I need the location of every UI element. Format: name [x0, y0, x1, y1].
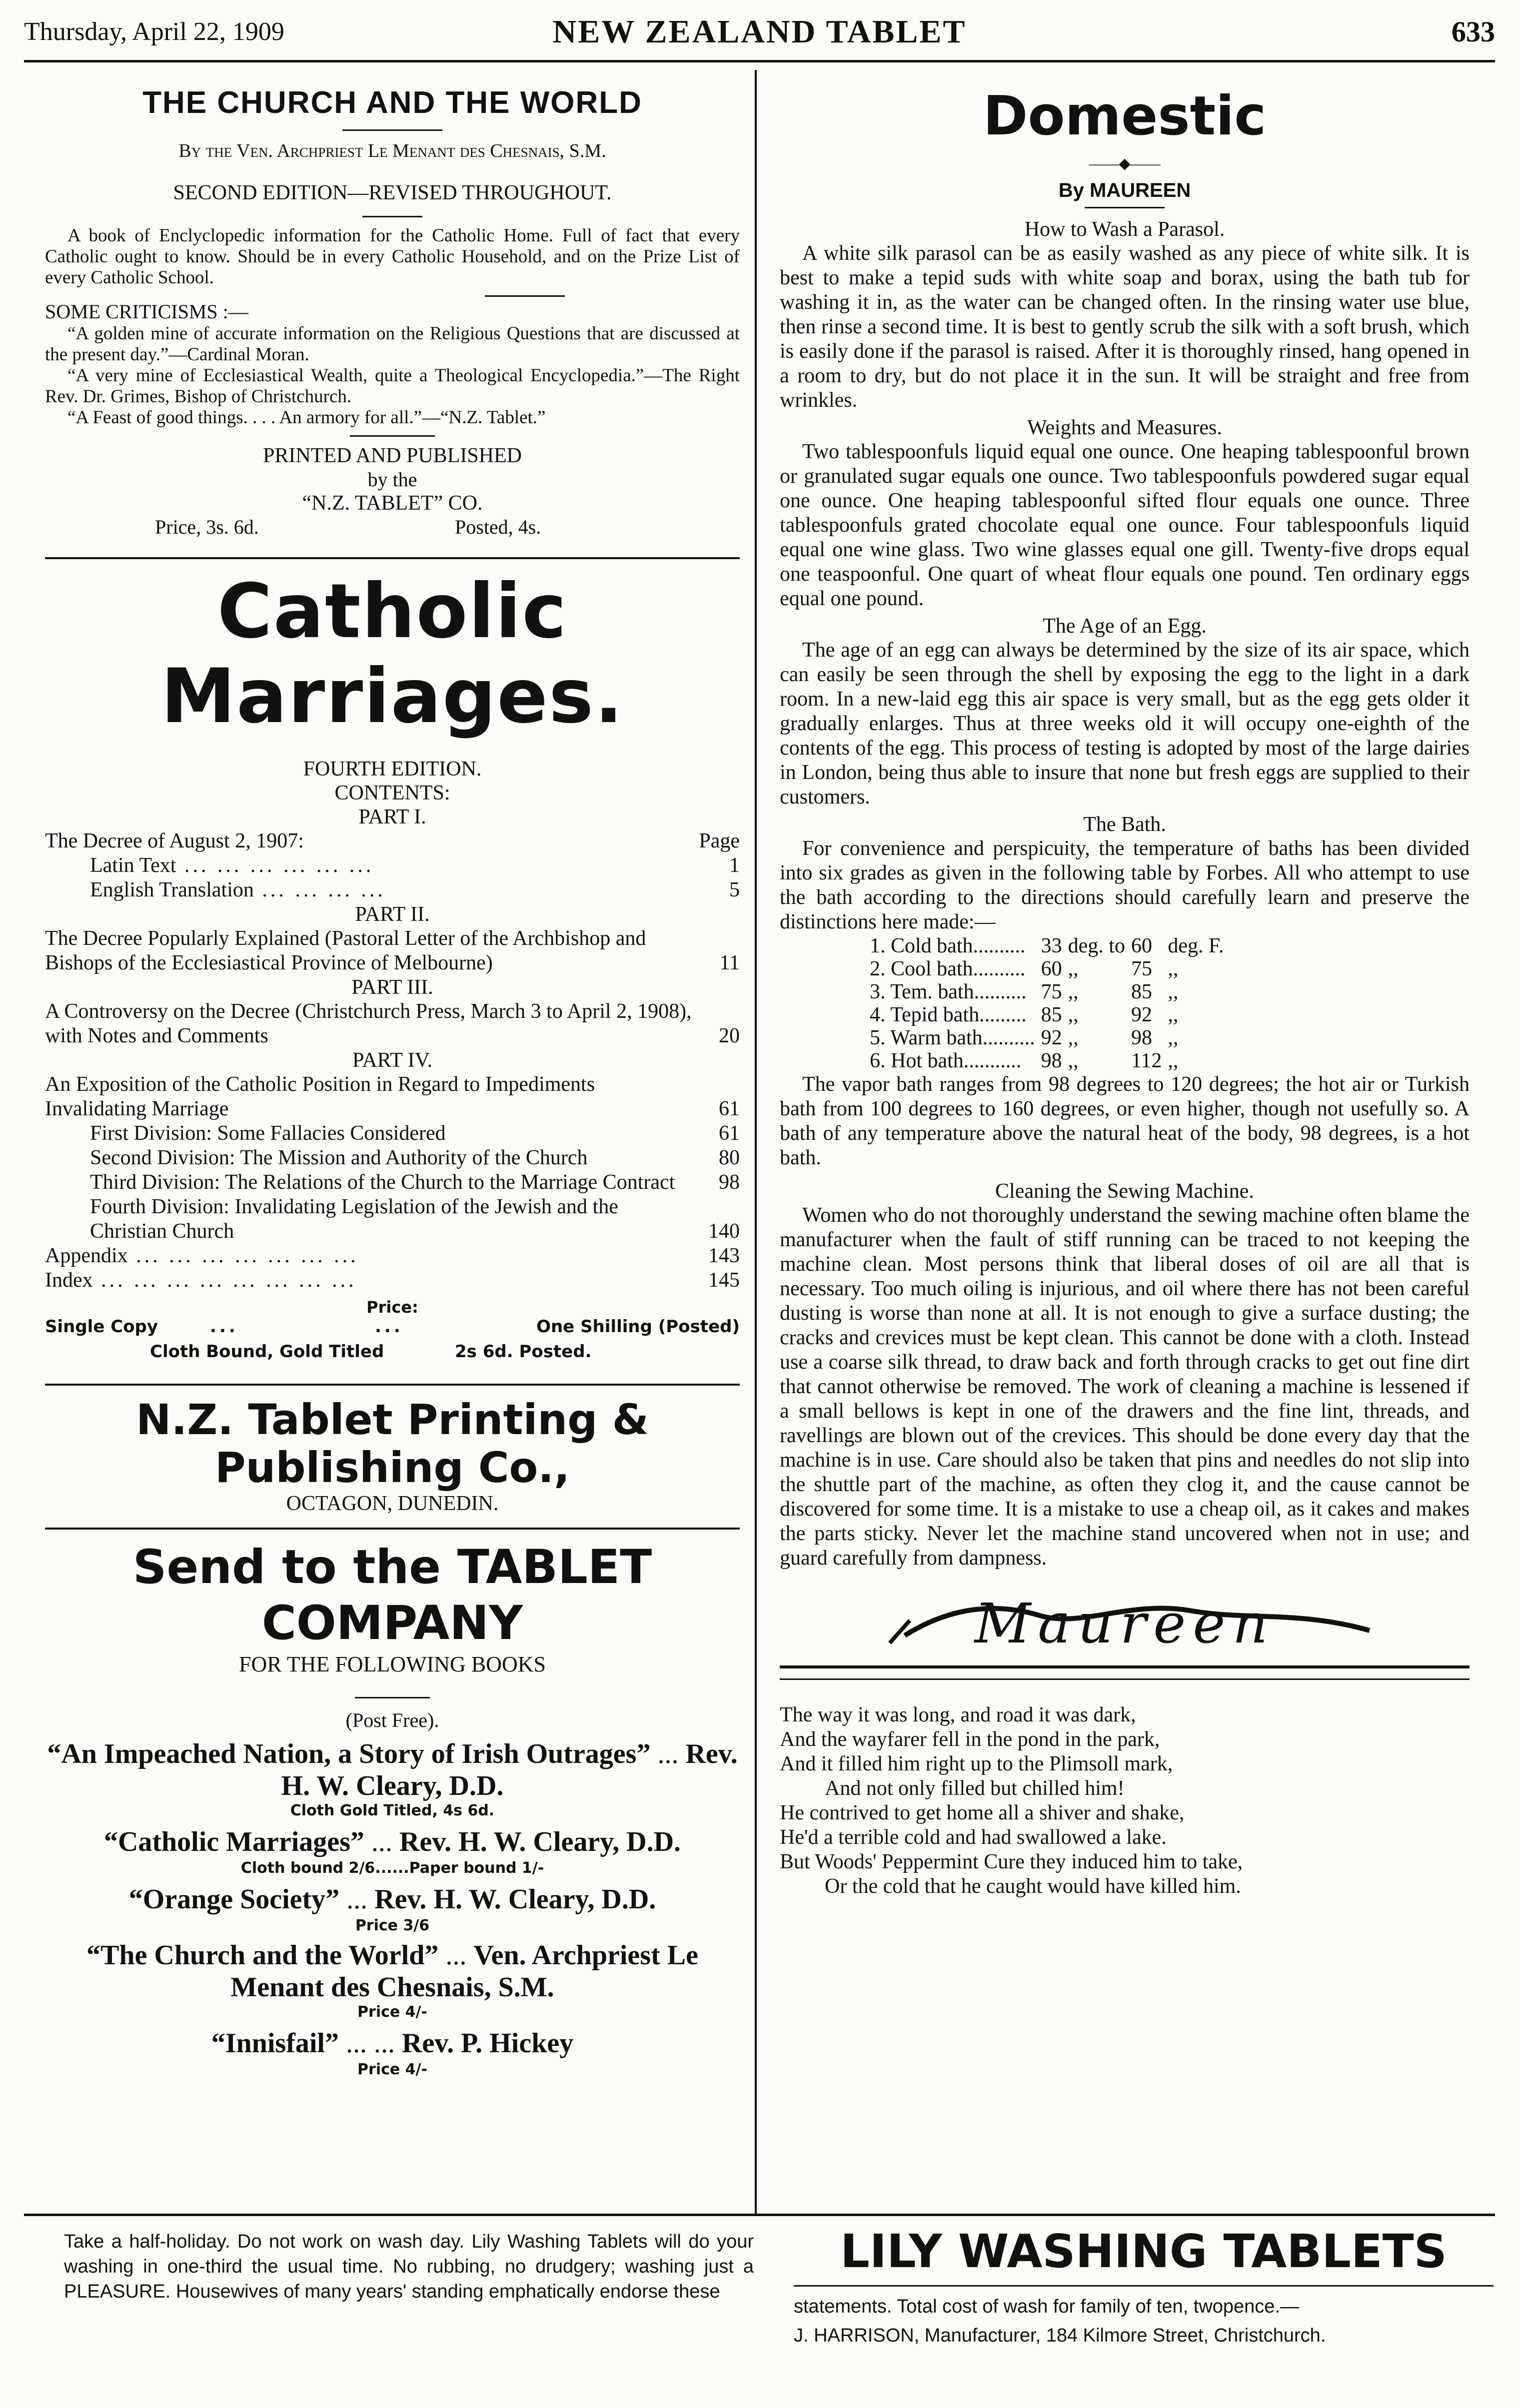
page-label: Page: [699, 829, 740, 852]
church-world-title: THE CHURCH AND THE WORLD: [142, 85, 642, 120]
header-page-number: 633: [1452, 15, 1495, 48]
domestic-title: Domestic: [983, 85, 1267, 147]
header-date: Thursday, April 22, 1909: [24, 17, 284, 46]
poem-line: Or the cold that he caught would have killed him.: [825, 1875, 1241, 1898]
page-header: [24, 10, 1495, 62]
church-world-ad: [45, 85, 740, 539]
book-listing: “The Church and the World” ... Ven. Archpriest Le Menant des Chesnais, S.M.: [86, 1940, 698, 2003]
section-heading: The Age of an Egg.: [1043, 615, 1207, 638]
send-title: Send to the TABLET COMPANY: [132, 1540, 652, 1650]
maureen-signature: [780, 1581, 1470, 1655]
section-heading: Weights and Measures.: [1027, 416, 1222, 439]
criticisms-label: SOME CRITICISMS :—: [45, 300, 248, 323]
divider: [342, 129, 442, 131]
column-divider: [755, 70, 757, 2214]
signature-text: Maureen: [974, 1592, 1275, 1655]
divider: [794, 2285, 1494, 2287]
lily-manufacturer: J. HARRISON, Manufacturer, 184 Kilmore Street, Christchurch.: [794, 2325, 1326, 2346]
section-body: Two tablespoonfuls liquid equal one ounce. One heaping tablespoonful brown or granulated sugar equals one ounce. Two tablespoonfuls powdered sugar equal one ounce. One heaping tablespoonful sifted flour equals one ounce. Three tablespoonfuls grated chocolate equal one ounce. Four tablespoonfuls liquid equal one wine glass. Two wine glasses equal one gill. Twenty-five drops equal one teaspoonful. One quart of wheat flour equals one pound. Ten ordinary eggs equal one pound.: [780, 440, 1470, 610]
domestic-byline: By MAUREEN: [1058, 179, 1191, 201]
criticism-quote: “A very mine of Ecclesiastical Wealth, quite a Theological Encyclopedia.”—The Right Rev. Dr. Grimes, Bishop of Christchurch.: [45, 365, 740, 407]
toc-entry: Fourth Division: Invalidating Legislation of the Jewish and the Christian Church 140: [90, 1195, 740, 1243]
left-column: [45, 70, 740, 2078]
part-heading: PART IV.: [352, 1049, 433, 1072]
section-rule: [45, 1384, 740, 1386]
toc-entry: First Division: Some Fallacies Considered 61: [90, 1122, 740, 1145]
post-free: (Post Free).: [345, 1709, 439, 1731]
cloth-bound-price: 2s 6d. Posted.: [455, 1342, 592, 1362]
divider: [355, 1697, 430, 1698]
book-note: Price 3/6: [355, 1917, 430, 1934]
table-row: 1. Cold bath.......... 33 deg. to 60 deg. F.: [870, 934, 1224, 957]
toc-entry: The Decree of August 2, 1907: Page: [45, 829, 740, 852]
book-listing: “Innisfail” ... ... Rev. P. Hickey: [211, 2028, 574, 2059]
single-copy-price: One Shilling (Posted): [536, 1317, 740, 1337]
part-heading: PART III.: [351, 976, 433, 999]
book-note: Cloth bound 2/6......Paper bound 1/-: [240, 1859, 544, 1877]
section-rule: [780, 1665, 1470, 1668]
tablet-company: “N.Z. TABLET” CO.: [302, 492, 483, 515]
table-row: 3. Tem. bath.......... 75 ,, 85 ,,: [870, 980, 1179, 1003]
poem-line: And the wayfarer fell in the pond in the park,: [780, 1728, 1160, 1751]
criticism-quote: “A Feast of good things. . . . An armory for all.”—“N.Z. Tablet.”: [67, 407, 546, 428]
toc-entry: Third Division: The Relations of the Church to the Marriage Contract 98: [90, 1171, 740, 1194]
lily-left-text: Take a half-holiday. Do not work on wash day. Lily Washing Tablets will do your washing in one-third the usual time. No rubbing, no drudgery; washing just a PLEASURE. Housewives of many years' standing emphatically endorse these: [64, 2231, 754, 2302]
toc-entry: Index ... ... ... ... ... ... ... ... 145: [45, 1269, 740, 1292]
printing-company-name: N.Z. Tablet Printing & Publishing Co.,: [136, 1395, 649, 1492]
poem-line: And not only filled but chilled him!: [825, 1777, 1125, 1800]
toc-entry: An Exposition of the Catholic Position in Regard to Impediments Invalidating Marriage 61: [45, 1073, 740, 1120]
poem-line: And it filled him right up to the Plimsoll mark,: [780, 1752, 1173, 1775]
church-world-description: A book of Enclyclopedic information for the Catholic Home. Full of fact that every Catholic ought to know. Should be in every Catholic Household, and on the Prize List of every Catholic School.: [45, 225, 740, 288]
criticism-quote: “A golden mine of accurate information on the Religious Questions that are discussed at the present day.”—Cardinal Moran.: [45, 323, 740, 365]
marriages-contents: CONTENTS:: [334, 782, 450, 804]
price: Price, 3s. 6d.: [155, 516, 259, 538]
catholic-marriages-title: Catholic Marriages.: [160, 568, 624, 740]
bath-temperature-table: [870, 934, 1230, 1072]
price-label: Price:: [366, 1298, 418, 1317]
marriages-edition: FOURTH EDITION.: [303, 758, 482, 781]
section-rule: [780, 1678, 1470, 1680]
toc-entry: Latin Text ... ... ... ... ... ... 1: [90, 854, 740, 877]
toc-entry: English Translation ... ... ... ... 5: [90, 878, 740, 901]
part-heading: PART I.: [358, 805, 426, 828]
right-column: [780, 70, 1470, 1899]
ornament-icon: ——◆——: [1089, 155, 1161, 172]
bath-after: The vapor bath ranges from 98 degrees to 120 degrees; the hot air or Turkish bath from 100 degrees to 160 degrees, or even higher, though not usefully so. A bath of any temperature above the natural heat of the body, 98 degrees, is a hot bath.: [780, 1073, 1470, 1169]
part-heading: PART II.: [355, 903, 430, 926]
header-title: NEW ZEALAND TABLET: [552, 13, 967, 50]
book-listing: “An Impeached Nation, a Story of Irish Outrages” ... Rev. H. W. Cleary, D.D.: [47, 1738, 738, 1801]
peppermint-poem: [780, 1703, 1470, 1899]
lily-washing-ad: [24, 2214, 1495, 2396]
lily-title: LILY WASHING TABLETS: [840, 2225, 1447, 2278]
book-note: Cloth Gold Titled, 4s 6d.: [290, 1802, 495, 1819]
cloth-bound: Cloth Bound, Gold Titled: [150, 1342, 384, 1362]
send-to-tablet-ad: [45, 1540, 740, 2078]
divider: [485, 295, 565, 297]
section-heading: The Bath.: [1083, 813, 1166, 836]
section-body: A white silk parasol can be as easily washed as any piece of white silk. It is best to make a tepid suds with white soap and borax, using the bath tub for washing it in, as the water can be changed often. In the rinsing water use blue, then rinse a second time. It is best to gently scrub the silk with a soft brush, which is easily done if the parasol is raised. After it is thoroughly rinsed, hang opened in a room to dry, but do not place it in the sun. It will be straight and free from wrinkles.: [780, 242, 1470, 412]
bath-intro: For convenience and perspicuity, the temperature of baths has been divided into six grades as given in the following table by Forbes. All who attempt to use the bath according to the directions should carefully learn and preserve the distinctions here made:—: [780, 837, 1470, 933]
book-listing: “Catholic Marriages” ... Rev. H. W. Cleary, D.D.: [103, 1826, 681, 1857]
section-heading: How to Wash a Parasol.: [1024, 218, 1225, 241]
book-note: Price 4/-: [357, 2061, 427, 2078]
table-row: 4. Tepid bath......... 85 ,, 92 ,,: [870, 1003, 1179, 1026]
church-world-author: By the Ven. Archpriest Le Menant des Chesnais, S.M.: [178, 140, 606, 161]
toc-entry: Appendix ... ... ... ... ... ... ... 143: [45, 1244, 740, 1267]
posted-price: Posted, 4s.: [455, 516, 541, 538]
poem-line: The way it was long, and road it was dark,: [780, 1703, 1136, 1726]
divider: [350, 435, 435, 437]
catholic-marriages-ad: Catholic Marriages. FOURTH EDITION. CONTENTS: PART I. The Decree of August 2, 1907: Page Latin Text ... ... ... ... ... ... 1 English Translation ... ... ... ... 5 PART II. The Decree Popularly Explained (Pastoral Letter of the Archbishop and Bishops of the Ecclesiastical Province of Melbourne) 11 PART III. A Controversy on the Decree (Christchurch Press, March 3 to April 2, 1908), with Notes and Comments 20 PART IV. An Exposition of the Catholic Position in Regard to Impediments Invalidating Marriage 61 First Division: Some Fallacies Considered 61 Second Division: The Mission and Authority of the Church 80 Third Division: The Relations of the Church to the Marriage Contract 98 Fourth Division: Invalidating Legislation of the Jewish and the Christian Church 140 Appendix ... ... ... ... ... ... ... 143 Index ... ... ... ... ... ... ... ... 145 Price: Single Copy ... ... One Shilling (Posted) Cloth Bound, Gold Titled 2s 6d. Posted.: [45, 568, 740, 1362]
section-body: The age of an egg can always be determined by the size of its air space, which can easily be seen through the shell by exposing the egg to the light in a dark room. In a new-laid egg this air space is very small, but as the egg gets older it gradually enlarges. Thus at three weeks old it will occupy one-eighth of the contents of the egg. This process of testing is adopted by most of the large dairies in London, being thus able to insure that none but fresh eggs are supplied to their customers.: [780, 639, 1470, 808]
section-heading: Cleaning the Sewing Machine.: [995, 1180, 1254, 1203]
book-listing: “Orange Society” ... Rev. H. W. Cleary, D.D.: [128, 1884, 656, 1915]
section-rule: [45, 557, 740, 559]
toc-entry: The Decree Popularly Explained (Pastoral Letter of the Archbishop and Bishops of the Ecclesiastical Province of Melbourne) 11: [45, 927, 740, 974]
divider: [1085, 207, 1165, 208]
table-row: 2. Cool bath.......... 60 ,, 75 ,,: [870, 957, 1179, 980]
section-rule: [45, 1528, 740, 1530]
church-world-edition: SECOND EDITION—REVISED THROUGHOUT.: [173, 181, 612, 204]
sewing-body: Women who do not thoroughly understand the sewing machine often blame the manufacturer when the fault of stiff running can be traced to not keeping the machine clean. Most persons think that liberal doses of oil are all that is necessary. Too much oiling is injurious, and oil where there has not been careful dusting is worse than none at all. It is not enough to give a surface dusting; the cracks and crevices must be kept clean. This cannot be done with a cloth. Instead use a coarse silk thread, to draw back and forth through cracks to get out fine dirt that cannot otherwise be removed. The work of cleaning a machine is lessened if a small bellows is kept in one of the drawers and the fine lint, threads, and ravellings are blown out of the crevices. This should be done every day that the machine is in use. Care should also be taken that pins and needles do not slip into the shuttle part of the machine, as often they clog it, and the cause cannot be discovered for some time. It is a mistake to use a cheap oil, as it cakes and makes the parts sticky. Never let the machine stand uncovered when not in use; and guard carefully from dampness.: [780, 1204, 1470, 1570]
lily-right-text: statements. Total cost of wash for family of ten, twopence.—: [794, 2296, 1299, 2317]
table-row: 5. Warm bath.......... 92 ,, 98 ,,: [870, 1026, 1179, 1049]
poem-line: He contrived to get home all a shiver and shake,: [780, 1801, 1185, 1824]
toc-entry: A Controversy on the Decree (Christchurch Press, March 3 to April 2, 1908), with Notes and Comments 20: [45, 1000, 740, 1047]
divider: [362, 216, 422, 217]
send-subtitle: FOR THE FOLLOWING BOOKS: [239, 1652, 546, 1676]
table-row: 6. Hot bath........... 98 ,, 112 ,,: [870, 1049, 1179, 1072]
single-copy: Single Copy: [45, 1317, 158, 1337]
poem-line: He'd a terrible cold and had swallowed a lake.: [780, 1826, 1167, 1849]
poem-line: But Woods' Peppermint Cure they induced him to take,: [780, 1850, 1243, 1873]
printing-company-address: OCTAGON, DUNEDIN.: [286, 1492, 499, 1515]
toc-entry: Second Division: The Mission and Authority of the Church 80: [90, 1146, 740, 1169]
printed-published: PRINTED AND PUBLISHED: [262, 444, 522, 467]
book-note: Price 4/-: [357, 2003, 427, 2021]
by-the: by the: [367, 468, 417, 491]
